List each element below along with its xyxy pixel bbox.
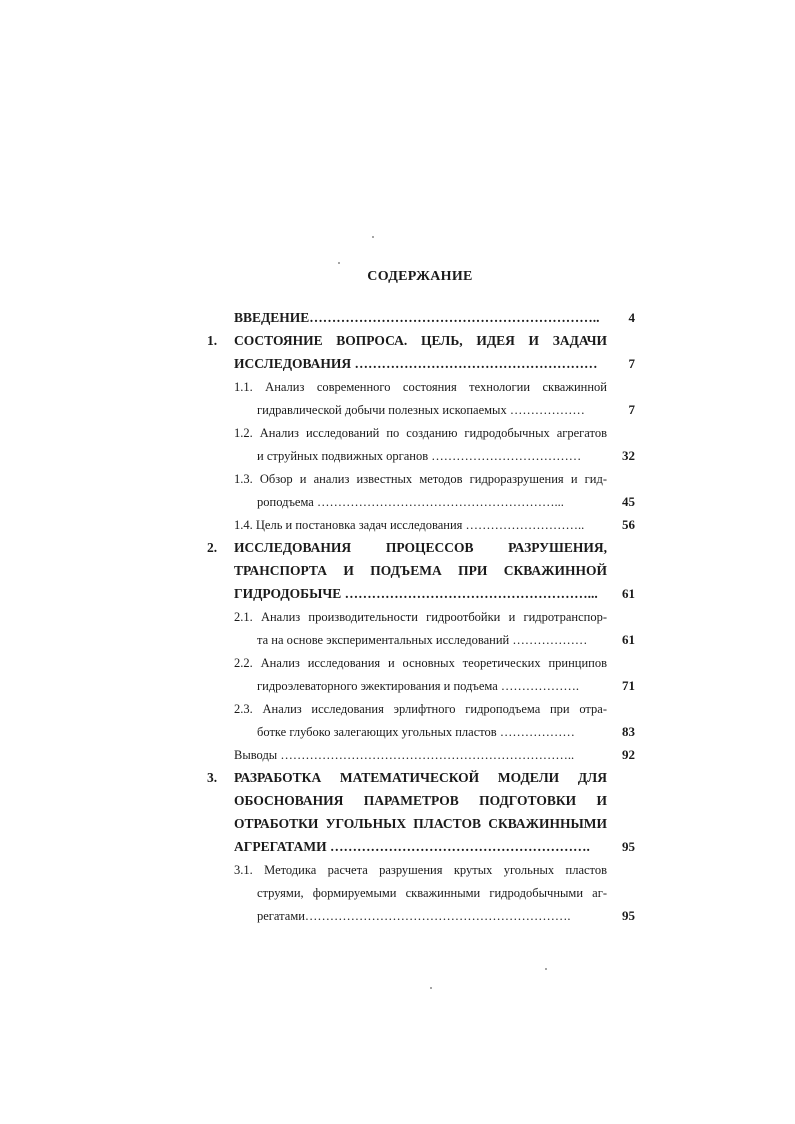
page-number: 83: [622, 724, 635, 739]
section-title-line: роподъема …………………………………………………...: [257, 495, 564, 509]
page-number: 61: [622, 632, 635, 647]
section-title-line: гидравлической добычи полезных ископаемых ………………: [257, 403, 585, 417]
chapter-title-line: ГИДРОДОБЫЧЕ ………………………………………………...: [234, 586, 598, 601]
section-title-line: 1.4. Цель и постановка задач исследования ………………………..: [234, 518, 585, 532]
chapter-title-line: ИССЛЕДОВАНИЯ ПРОЦЕССОВ РАЗРУШЕНИЯ,: [234, 540, 607, 555]
chapter-number: 3.: [207, 770, 218, 785]
page-number: 56: [622, 517, 635, 532]
page-number: 32: [622, 448, 635, 463]
chapter-title-line: СОСТОЯНИЕ ВОПРОСА. ЦЕЛЬ, ИДЕЯ И ЗАДАЧИ: [234, 333, 607, 348]
section-title-line: та на основе экспериментальных исследований ………………: [257, 633, 588, 647]
section-title-line: и струйных подвижных органов ………………………………: [257, 449, 582, 463]
toc-entry-introduction: ВВЕДЕНИЕ………………………………………………………..: [234, 310, 600, 325]
page-number: 61: [622, 586, 635, 601]
chapter-title-line: ОБОСНОВАНИЯ ПАРАМЕТРОВ ПОДГОТОВКИ И: [234, 793, 607, 808]
section-title-line: 1.1. Анализ современного состояния технологии скважинной: [234, 380, 607, 394]
chapter-number: 1.: [207, 333, 218, 348]
page-number: 7: [628, 356, 635, 371]
scan-speck: [338, 262, 340, 264]
page-number: 95: [622, 908, 635, 923]
scan-speck: [545, 968, 547, 970]
section-title-line: 1.2. Анализ исследований по созданию гидродобычных агрегатов: [234, 426, 607, 440]
chapter-title-line: ТРАНСПОРТА И ПОДЪЕМА ПРИ СКВАЖИННОЙ: [234, 563, 607, 578]
chapter-title-line: АГРЕГАТАМИ ………………………………………………….: [234, 839, 590, 854]
chapter-title-line: ИССЛЕДОВАНИЯ ………………………………………………: [234, 356, 598, 371]
section-title-line: ботке глубоко залегающих угольных пластов ………………: [257, 725, 575, 739]
page-number: 71: [622, 678, 635, 693]
section-title-line: 1.3. Обзор и анализ известных методов гидроразрушения и гид-: [234, 472, 607, 486]
section-title-line: 3.1. Методика расчета разрушения крутых угольных пластов: [234, 863, 607, 877]
page-number: 45: [622, 494, 635, 509]
section-title-line: 2.1. Анализ производительности гидроотбойки и гидротранспор-: [234, 610, 607, 624]
chapter-number: 2.: [207, 540, 218, 555]
chapter-title-line: ОТРАБОТКИ УГОЛЬНЫХ ПЛАСТОВ СКВАЖИННЫМИ: [234, 816, 607, 831]
page-number: 4: [628, 310, 635, 325]
section-title-line: гидроэлеваторного эжектирования и подъема ……………….: [257, 679, 580, 693]
chapter-title-line: РАЗРАБОТКА МАТЕМАТИЧЕСКОЙ МОДЕЛИ ДЛЯ: [234, 770, 607, 785]
page-number: 95: [622, 839, 635, 854]
section-title-line: регатами……………………………………………………….: [257, 909, 571, 923]
scan-speck: [430, 987, 432, 989]
section-title-line: 2.2. Анализ исследования и основных теоретических принципов: [234, 656, 607, 670]
section-title-line: 2.3. Анализ исследования эрлифтного гидроподъема при отра-: [234, 702, 607, 716]
section-title-line: Выводы ……………………………………………………………..: [234, 748, 575, 762]
toc-title: СОДЕРЖАНИЕ: [367, 269, 473, 284]
page-number: 7: [628, 402, 635, 417]
scan-speck: [372, 236, 374, 238]
section-title-line: струями, формируемыми скважинными гидродобычными аг-: [257, 886, 607, 900]
page-number: 92: [622, 747, 635, 762]
